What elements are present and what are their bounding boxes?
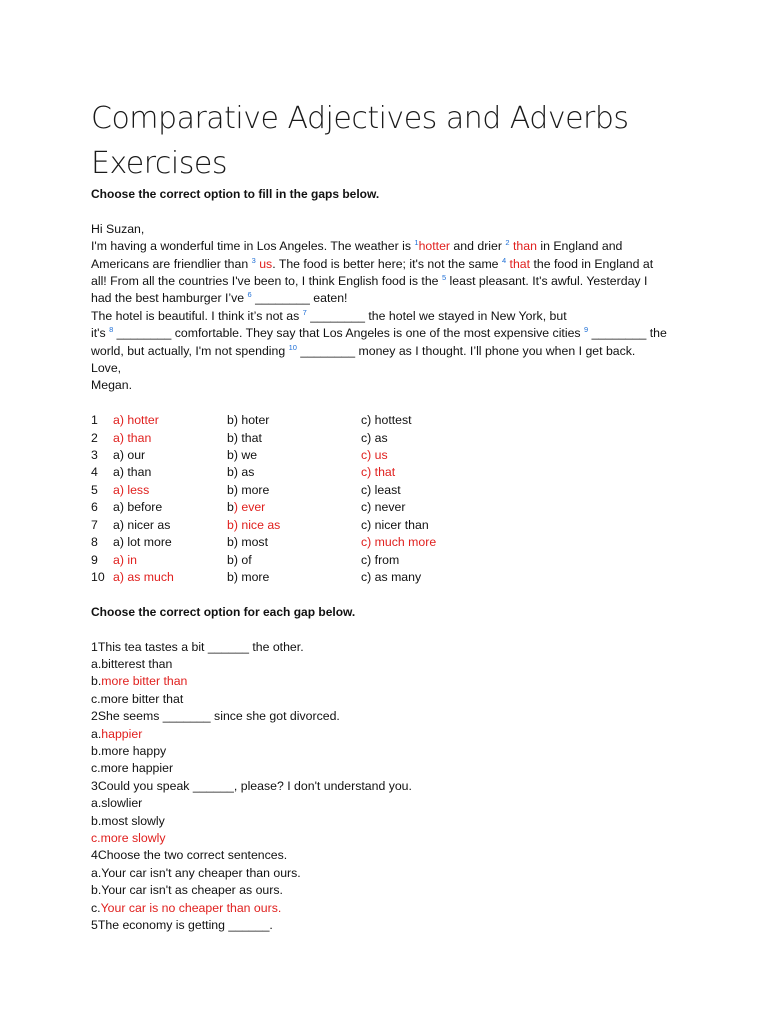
option-c: c) nicer than (361, 517, 429, 532)
letter-closing: Love, (91, 361, 122, 376)
option-c: c) that (361, 465, 396, 480)
text-span: least pleasant. It's awful. Yesterday I (446, 274, 648, 289)
answer-3: us (255, 256, 273, 271)
text-span: had the best hamburger I’ve (91, 291, 248, 306)
text-span: ________ money as I thought. I’ll phone you when I get back. (296, 343, 636, 358)
footnote-4: 4 (501, 255, 507, 265)
text-span: The hotel is beautiful. I think it’s not as (91, 308, 303, 323)
text-span: it's (91, 326, 110, 341)
answer-number: 5 (91, 482, 98, 497)
option-b-text: ) ever (233, 500, 266, 515)
question-option (91, 691, 691, 708)
option-a: a) our (113, 448, 146, 463)
question-option (91, 760, 691, 777)
answer-row (91, 552, 691, 569)
option-b: b) that (227, 430, 262, 445)
footnote-10: 10 (288, 342, 297, 352)
question-option (91, 795, 691, 812)
letter-line-1 (91, 238, 691, 255)
option-c: c) least (361, 482, 401, 497)
question-option (91, 743, 691, 760)
option-b: b) nice as (227, 517, 281, 532)
option-letter: a. (91, 726, 102, 741)
option-letter: b. (91, 883, 102, 898)
question-option (91, 656, 691, 673)
answer-1: hotter (418, 239, 451, 254)
question-option (91, 673, 691, 690)
option-text: more happy (101, 743, 167, 758)
option-a: a) as much (113, 569, 174, 584)
text-span: ________ the hotel we stayed in New York, but (306, 308, 567, 323)
answer-number: 3 (91, 448, 98, 463)
question-option (91, 830, 691, 847)
text-span: world, but actually, I'm not spending (91, 343, 289, 358)
answer-number: 1 (91, 413, 98, 428)
answer-number: 4 (91, 465, 98, 480)
answer-2: than (509, 239, 537, 254)
answer-row (91, 499, 691, 516)
footnote-5: 5 (441, 273, 447, 283)
letter-signature: Megan. (91, 378, 133, 393)
title-line-1: Comparative Adjectives and Adverbs (91, 101, 629, 136)
answer-number: 10 (91, 569, 105, 584)
option-text: happier (101, 726, 143, 741)
question-option (91, 882, 691, 899)
title-line-2: Exercises (91, 146, 227, 181)
answer-number: 9 (91, 552, 98, 567)
answer-number: 8 (91, 535, 98, 550)
option-a: a) before (113, 500, 163, 515)
option-a: a) lot more (113, 535, 172, 550)
question-text: 5The economy is getting ______. (91, 918, 273, 932)
option-letter: c. (91, 761, 101, 776)
option-text: most slowly (101, 813, 165, 828)
option-b-letter: b (227, 500, 234, 515)
letter (91, 221, 691, 395)
option-c: c) much more (361, 535, 437, 550)
option-letter: c. (91, 830, 101, 845)
text-span: ________ the (588, 326, 667, 341)
question-text: 4Choose the two correct sentences. (91, 848, 288, 863)
option-b: b) of (227, 552, 252, 567)
text-span: I'm having a wonderful time in Los Angeles. The weather is (91, 239, 415, 254)
option-text: Your car is no cheaper than ours. (100, 900, 282, 915)
instruction-2: Choose the correct option for each gap below. (91, 604, 356, 619)
option-a: a) less (113, 482, 150, 497)
text-span: in England and (536, 239, 623, 254)
option-text: bitterest than (101, 656, 173, 671)
footnote-3: 3 (251, 255, 256, 265)
option-a: a) than (113, 430, 152, 445)
text-span: and drier (450, 239, 506, 254)
answer-row (91, 447, 691, 464)
answer-4: that (506, 256, 531, 271)
option-b: b) more (227, 482, 270, 497)
option-c: c) as many (361, 569, 422, 584)
letter-line-3 (91, 273, 691, 290)
answer-row (91, 430, 691, 447)
footnote-9: 9 (584, 325, 589, 335)
option-a: a) in (113, 552, 137, 567)
letter-line-7 (91, 343, 691, 360)
answer-row (91, 534, 691, 551)
option-letter: c. (91, 900, 101, 915)
text-span: . The food is better here; it's not the same (272, 256, 502, 271)
option-b: b) most (227, 535, 268, 550)
option-c: c) never (361, 500, 406, 515)
answer-row (91, 517, 691, 534)
option-letter: b. (91, 674, 102, 689)
footnote-2: 2 (505, 238, 510, 248)
option-b: b) more (227, 569, 270, 584)
text-span: the food in England at (530, 256, 654, 271)
option-letter: a. (91, 796, 102, 811)
answer-row (91, 569, 691, 586)
text-span: all! From all the countries I've been to, I think English food is the (91, 274, 442, 289)
letter-line-2 (91, 256, 691, 273)
answer-row (91, 482, 691, 499)
option-letter: a. (91, 865, 102, 880)
question-option (91, 726, 691, 743)
letter-greeting: Hi Suzan, (91, 221, 145, 236)
page-title (91, 96, 691, 186)
text-span: ________ comfortable. They say that Los Angeles is one of the most expensive cities (113, 326, 584, 341)
option-c: c) as (361, 430, 388, 445)
option-text: more bitter than (101, 674, 188, 689)
answer-table (91, 412, 691, 586)
option-b: b) we (227, 448, 258, 463)
answer-row (91, 412, 691, 429)
text-span: ________ eaten! (251, 291, 348, 306)
option-c: c) from (361, 552, 400, 567)
answer-number: 6 (91, 500, 98, 515)
question-text: 1This tea tastes a bit ______ the other. (91, 639, 304, 654)
question-option (91, 900, 691, 917)
footnote-6: 6 (247, 290, 252, 300)
letter-line-4 (91, 290, 691, 307)
option-text: Your car isn't any cheaper than ours. (101, 865, 301, 880)
option-text: more happier (100, 761, 174, 776)
footnote-7: 7 (302, 307, 307, 317)
question-text: 3Could you speak ______, please? I don't understand you. (91, 778, 412, 793)
option-b: b) hoter (227, 413, 270, 428)
option-text: more bitter that (100, 691, 184, 706)
option-c: c) us (361, 448, 388, 463)
option-a: a) nicer as (113, 517, 171, 532)
instruction-1: Choose the correct option to fill in the gaps below. (91, 187, 380, 201)
option-letter: a. (91, 656, 102, 671)
option-letter: b. (91, 743, 102, 758)
answer-number: 7 (91, 517, 98, 532)
text-span: Americans are friendlier than (91, 256, 252, 271)
letter-line-5 (91, 308, 691, 325)
answer-row (91, 464, 691, 481)
question-option (91, 865, 691, 882)
option-text: slowlier (101, 796, 143, 811)
option-letter: b. (91, 813, 102, 828)
option-a: a) than (113, 465, 152, 480)
question-text: 2She seems _______ since she got divorced. (91, 709, 340, 724)
option-b (227, 499, 361, 516)
footnote-8: 8 (109, 325, 114, 335)
question-option (91, 813, 691, 830)
answer-number: 2 (91, 430, 98, 445)
letter-line-6 (91, 325, 691, 342)
document-page (91, 96, 691, 934)
option-c: c) hottest (361, 413, 412, 428)
question-list (91, 639, 691, 935)
option-letter: c. (91, 691, 101, 706)
option-text: more slowly (100, 830, 166, 845)
option-text: Your car isn't as cheaper as ours. (101, 883, 283, 898)
option-b: b) as (227, 465, 255, 480)
footnote-1: 1 (414, 238, 419, 248)
option-a: a) hotter (113, 413, 159, 428)
